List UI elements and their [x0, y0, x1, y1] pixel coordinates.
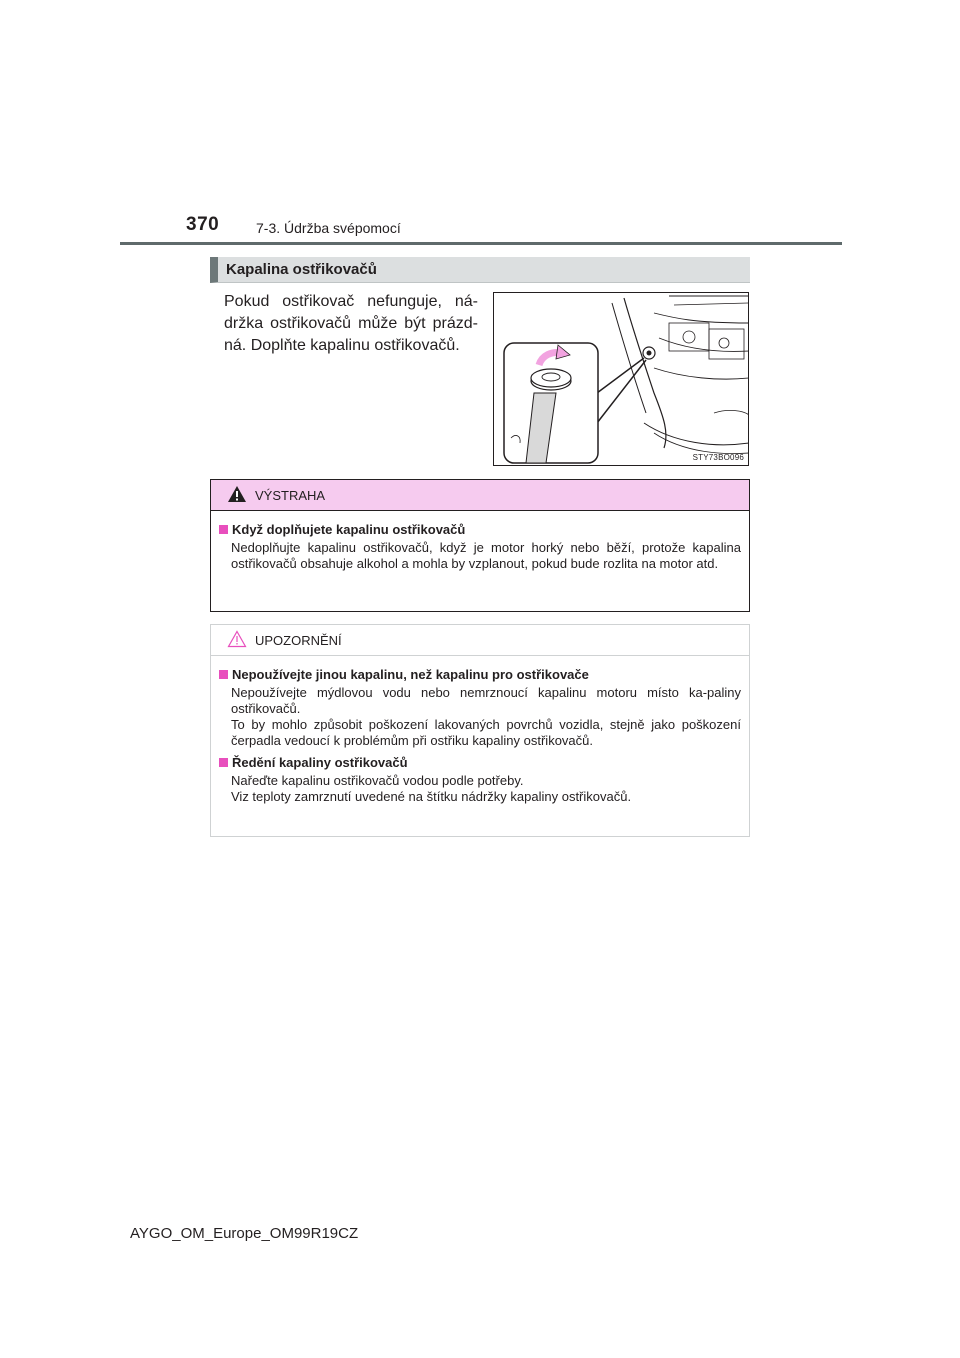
document-code: AYGO_OM_Europe_OM99R19CZ	[130, 1225, 359, 1242]
caution-header	[211, 625, 749, 656]
caution-item-line: Nepoužívejte mýdlovou vodu nebo nemrznoucí kapalinu motoru místo ka-paliny ostřikovačů.	[231, 685, 741, 716]
caution-item-title: Nepoužívejte jinou kapalinu, než kapalinu pro ostřikovače	[219, 666, 741, 683]
figure-code: STY73BO096	[692, 453, 744, 462]
warning-item-title: Když doplňujete kapalinu ostřikovačů	[219, 521, 741, 538]
caution-item-text	[219, 685, 741, 749]
warning-body	[211, 511, 749, 572]
square-bullet-icon	[219, 525, 228, 534]
caution-item-line: Nařeďte kapalinu ostřikovačů vodou podle potřeby.	[231, 773, 524, 788]
engine-bay-drawing	[494, 293, 749, 466]
header-rule	[120, 242, 842, 245]
caution-item-line: Viz teploty zamrznutí uvedené na štítku nádržky kapaliny ostřikovačů.	[231, 789, 632, 804]
warning-icon	[227, 485, 247, 503]
warning-label: VÝSTRAHA	[255, 488, 326, 503]
intro-text: Pokud ostřikovač nefunguje, ná-držka ostřikovačů může být prázd-ná. Doplňte kapalinu ostřikovačů.	[224, 293, 478, 354]
section-heading	[210, 257, 750, 283]
warning-item-text: Nedoplňujte kapalinu ostřikovačů, když je motor horký nebo běží, protože kapalina ostřikovačů obsahuje alkohol a mohla by vzplanout, pokud bude rozlita na motor atd.	[231, 540, 741, 571]
caution-label: UPOZORNĚNÍ	[255, 633, 342, 648]
caution-box	[210, 624, 750, 837]
caution-icon	[227, 630, 247, 648]
square-bullet-icon	[219, 670, 228, 679]
warning-box	[210, 479, 750, 612]
caution-body	[211, 656, 749, 805]
page-number: 370	[186, 214, 220, 235]
chapter-title: 7-3. Údržba svépomocí	[256, 220, 401, 236]
square-bullet-icon	[219, 758, 228, 767]
section-title: Kapalina ostřikovačů	[226, 261, 377, 278]
caution-item-text	[219, 773, 741, 805]
warning-header	[211, 480, 749, 511]
caution-item-line: To by mohlo způsobit poškození lakovaných povrchů vozidla, stejně jako poškození čerpadla vedoucí k problémům při ostřiku kapaliny ostřikovačů.	[231, 717, 741, 748]
caution-item-title: Ředění kapaliny ostřikovačů	[219, 754, 741, 771]
washer-reservoir-illustration	[493, 292, 749, 466]
